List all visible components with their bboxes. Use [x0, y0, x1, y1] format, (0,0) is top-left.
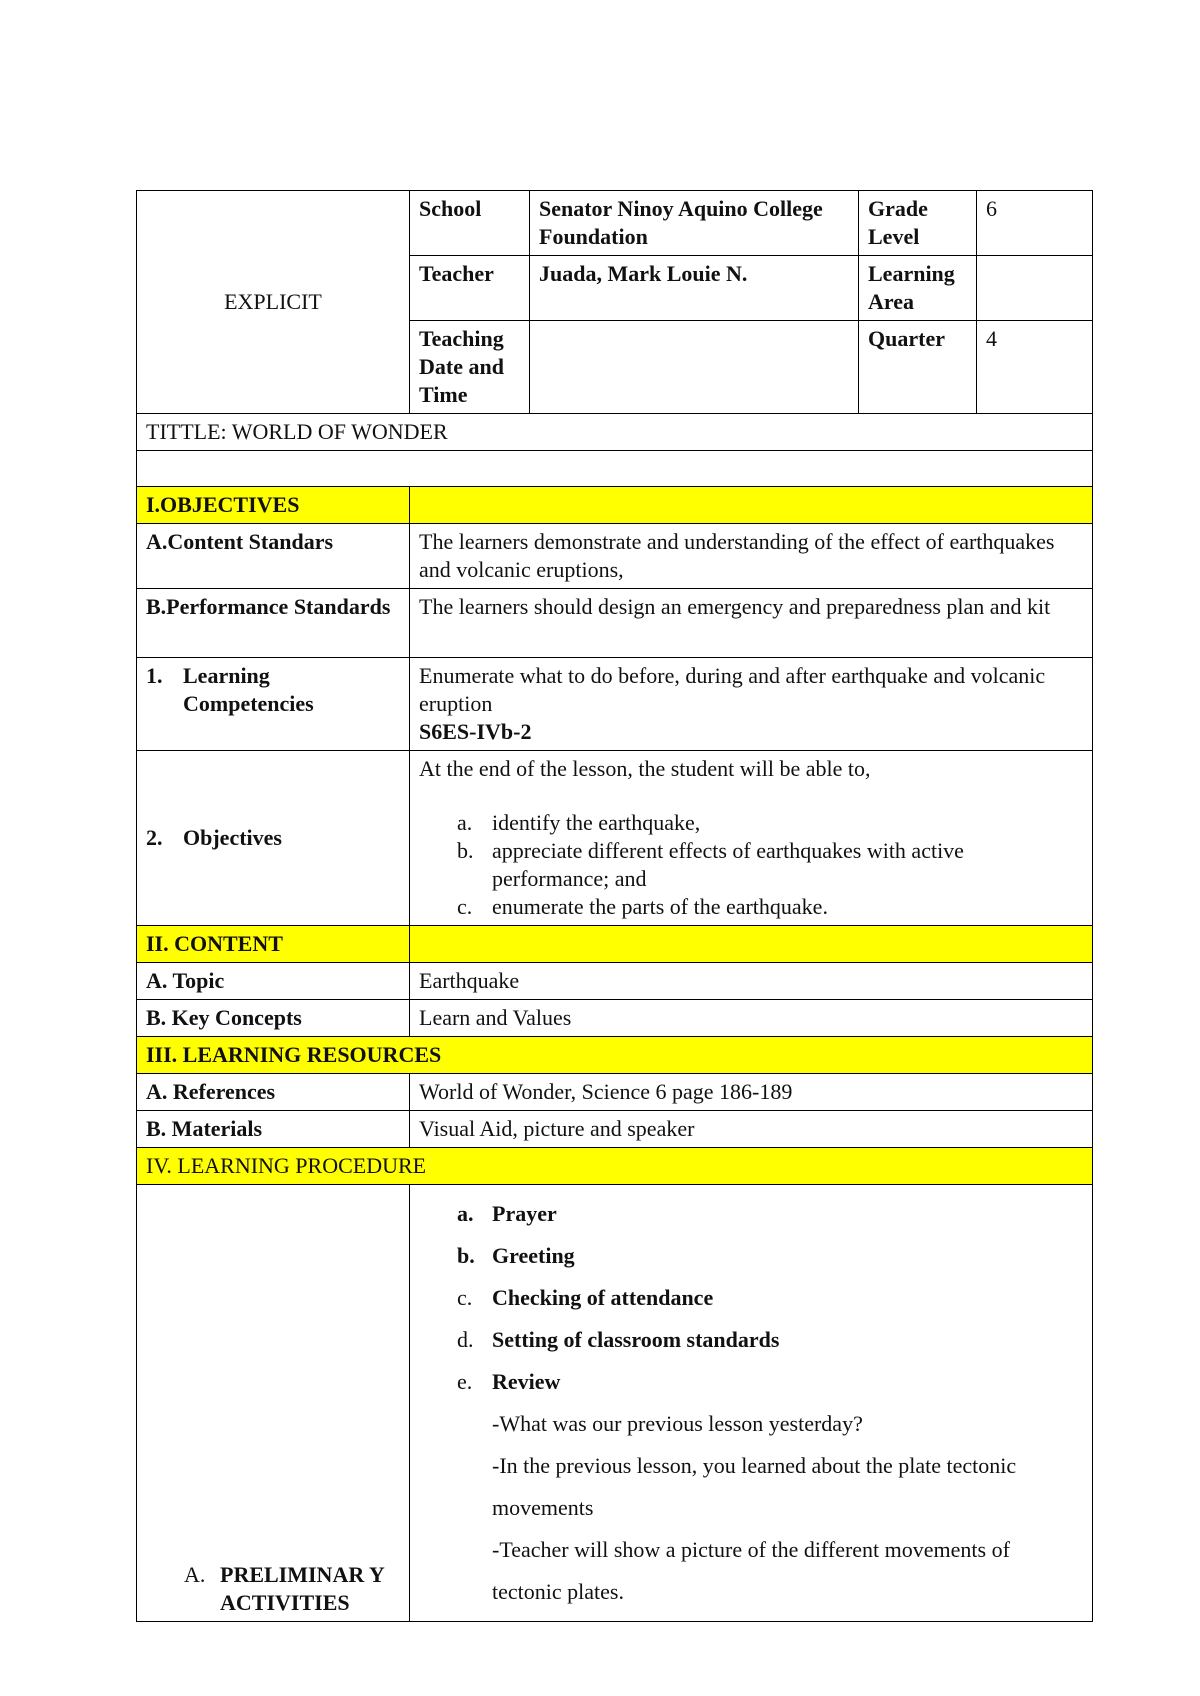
competencies-number: 1.	[146, 663, 163, 688]
materials-label: B. Materials	[137, 1111, 410, 1148]
teacher-value: Juada, Mark Louie N.	[530, 256, 859, 321]
content-standards-value: The learners demonstrate and understanding of the effect of earthquakes and volcanic eruptions,	[410, 524, 1093, 589]
learning-area-value	[977, 256, 1093, 321]
procedure-item: c. Checking of attendance	[457, 1285, 714, 1310]
school-value: Senator Ninoy Aquino College Foundation	[530, 191, 859, 256]
teaching-date-label: Teaching Date and Time	[410, 321, 530, 414]
content-heading: II. CONTENT	[137, 926, 410, 963]
blank-row	[137, 451, 1093, 487]
quarter-value: 4	[977, 321, 1093, 414]
preliminary-mark: A.	[184, 1562, 206, 1587]
teaching-date-value	[530, 321, 859, 414]
references-value: World of Wonder, Science 6 page 186-189	[410, 1074, 1093, 1111]
lesson-title: TITTLE: WORLD OF WONDER	[137, 414, 1093, 451]
procedure-item: e. Review	[457, 1369, 561, 1394]
objectives-value	[410, 751, 1093, 926]
lesson-plan-table	[136, 190, 1093, 1622]
objectives-heading: I.OBJECTIVES	[137, 487, 410, 524]
review-line: -Teacher will show a picture of the different movements of tectonic plates.	[492, 1537, 1010, 1604]
procedure-item: a. Prayer	[457, 1201, 557, 1226]
topic-value: Earthquake	[410, 963, 1093, 1000]
teacher-label: Teacher	[410, 256, 530, 321]
learning-resources-heading: III. LEARNING RESOURCES	[137, 1037, 1093, 1074]
objectives-list	[419, 809, 1083, 921]
content-standards-label: A.Content Standars	[137, 524, 410, 589]
quarter-label: Quarter	[859, 321, 977, 414]
procedure-item: d. Setting of classroom standards	[457, 1327, 780, 1352]
procedure-item: b. Greeting	[457, 1243, 575, 1268]
objectives-list-item: b. appreciate different effects of earthquakes with active performance; and	[457, 838, 964, 891]
preliminary-activities-cell	[137, 1185, 410, 1622]
learning-competencies-label	[137, 658, 410, 751]
references-label: A. References	[137, 1074, 410, 1111]
explicit-label: EXPLICIT	[137, 191, 410, 414]
lesson-plan-document	[136, 190, 1092, 1622]
key-concepts-value: Learn and Values	[410, 1000, 1093, 1037]
grade-level-value: 6	[977, 191, 1093, 256]
performance-standards-label: B.Performance Standards	[137, 589, 410, 658]
school-label: School	[410, 191, 530, 256]
grade-level-label: Grade Level	[859, 191, 977, 256]
performance-standards-value: The learners should design an emergency and preparedness plan and kit	[410, 589, 1093, 658]
preliminary-activities-content	[410, 1185, 1093, 1622]
objectives-intro: At the end of the lesson, the student will be able to,	[419, 756, 871, 781]
preliminary-label: PRELIMINAR Y ACTIVITIES	[220, 1562, 384, 1615]
learning-competencies-value	[410, 658, 1093, 751]
objectives-label-cell	[137, 751, 410, 926]
objectives-list-item: c. enumerate the parts of the earthquake.	[457, 894, 828, 919]
learning-area-label: Learning Area	[859, 256, 977, 321]
key-concepts-label: B. Key Concepts	[137, 1000, 410, 1037]
topic-label: A. Topic	[137, 963, 410, 1000]
competencies-code: S6ES-IVb-2	[419, 719, 532, 744]
review-line: -In the previous lesson, you learned about the plate tectonic movements	[492, 1453, 1017, 1520]
objectives-label-text: Objectives	[183, 825, 282, 850]
objectives-heading-fill	[410, 487, 1093, 524]
content-heading-fill	[410, 926, 1093, 963]
review-line: -What was our previous lesson yesterday?	[492, 1411, 863, 1436]
competencies-label-text: Learning Competencies	[183, 663, 314, 716]
learning-procedure-heading: IV. LEARNING PROCEDURE	[137, 1148, 1093, 1185]
objectives-list-item: a. identify the earthquake,	[457, 810, 701, 835]
competencies-text: Enumerate what to do before, during and after earthquake and volcanic eruption	[419, 663, 1046, 716]
materials-value: Visual Aid, picture and speaker	[410, 1111, 1093, 1148]
objectives-number: 2.	[146, 825, 163, 850]
